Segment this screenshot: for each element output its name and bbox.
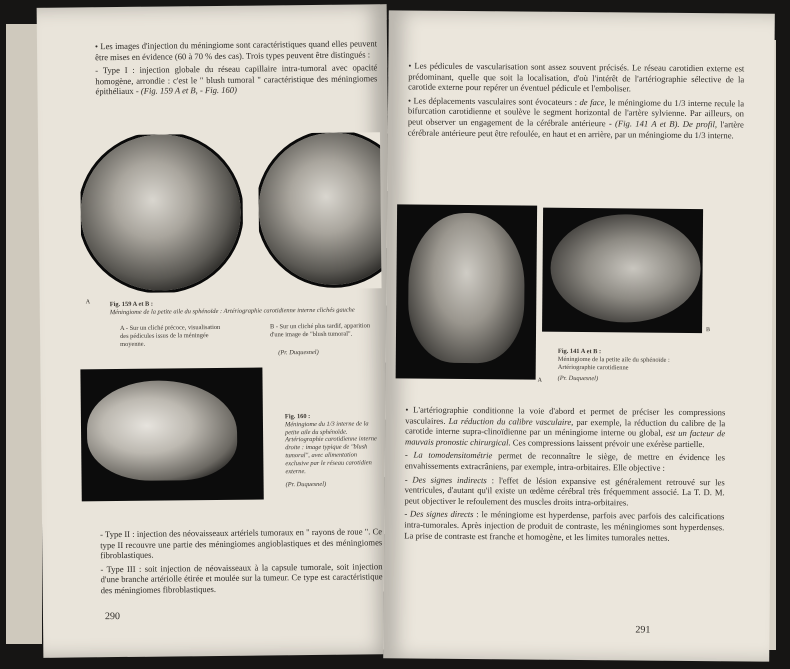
type3-label: - Type III : [100,563,142,574]
fig141-credit: (Pr. Duquesnel) [557,375,599,383]
fig159-caption [110,298,380,316]
type3-text: soit injection de néovaisseaux à la capsule tumorale, soit injection d'une branche artériolle étirée et moulée sur la tumeur. Ce type est caractéristique des méningiomes fibroblastiques. [100,561,383,596]
skull-frontal-image-141a [408,213,525,364]
fig159-title: Fig. 159 A et B : [109,300,154,309]
tdm-label: - La tomodensitométrie [404,449,493,461]
fig159-credit: (Pr. Duquesnel) [278,348,319,357]
fig159-b-text: B - Sur un cliché plus tardif, apparition d'une image de "blush tumoral". [269,322,371,339]
figure-141b [542,208,703,333]
fig141-text: Méningiome de la petite aile du sphénoïde : Artériographie carotidienne [557,355,670,372]
type2-text: injection des néovaisseaux artériels tumoraux en " rayons de roue ". Ce type II recouvre une partie des méningiomes angioblastiques et des méningiomes fibroblastiques. [100,526,383,561]
left-page [37,4,394,658]
fig160-credit: (Pr. Duquesnel) [285,481,327,489]
arterio-italic-2: est un facteur de mauvais pronostic chirurgical. [405,427,726,448]
book-page-edges-left [6,24,42,644]
type2-paragraph [100,526,383,596]
fig141-letter-b: B [706,327,711,334]
type1-ref: (Fig. 159 A et B, - Fig. 160) [138,85,237,97]
figure-160 [80,368,263,502]
pedicules-text: • Les pédicules de vascularisation sont assez souvent précisés. Le réseau carotidien externe est prédominant, quelle que soit la localisation, d'où l'intérêt de l'artériographie sélective de la carotide externe pour repérer un éventuel pédicule et l'emboliser. [408,60,745,94]
indirect-label: - Des signes indirects [404,474,487,485]
fig141-caption [558,348,708,384]
arteriographie-paragraph [404,404,725,543]
fig160-title: Fig. 160 : [284,413,311,421]
arterio-text-2: par exemple, la réduction du calibre de la carotide interne supra-clinoïdienne par un méningiome interne ou global, [405,416,726,438]
direct-label: - Des signes directs [404,508,474,520]
arterio-text-3: Ces compressions laissent prévoir une exérèse partielle. [510,437,705,449]
angiogram-image-159a [80,134,242,292]
deplacements-title: • Les déplacements vasculaires sont évocateurs : [408,95,578,107]
deplacements-face: de face, [576,96,607,108]
fig160-text: Méningiome du 1/3 interne de la petite aile du sphénoïde. Artériographie carotidienne interne droite : image typique de "blush tumoral", avec alimentation exclusive par le réseau carotidien externe. [284,420,377,475]
skull-lateral-image-160 [87,380,238,482]
fig159-subtitle: Méningiome de la petite aile du sphénoïde : Artériographie carotidienne interne clichés gauche [109,306,355,316]
fig160-caption [285,412,382,489]
skull-lateral-image-141b [550,214,701,323]
page-number-left: 290 [104,611,121,623]
figure-141a [396,204,538,379]
tdm-text: permet de reconnaître le siège, de mettre en évidence les envahissements extracrâniens, par exemple, intra-orbitaires. Elle objective : [404,450,726,473]
fig141-letter-a: A [537,377,542,384]
figure-159a [80,134,244,294]
type1-text: injection globale du réseau capillaire intra-tumoral avec opacité homogène, arrondie : c'est le " blush tumoral " caractéristique des méningiomes épithéliaux - [95,62,378,97]
arterio-italic-1: La réduction du calibre vasculaire, [445,415,574,427]
intro-text: • Les images d'injection du méningiome sont caractéristiques quand elles peuvent être mises en évidence (60 à 70 % des cas). Trois types peuvent être distingués : [94,38,378,62]
angiogram-image-159b [258,132,382,285]
deplacements-ref: (Fig. 141 A et B). [611,118,680,129]
fig159-a-text: A - Sur un cliché précoce, visualisation des pédicules issus de la méningée moyenne. [119,323,221,348]
right-page [383,10,775,661]
deplacements-end: l'artère cérébrale antérieure peut être refoulée, en haut et en arrière, par un méningiome du 1/3 interne. [407,119,744,140]
deplacements-profil: De profil, [679,118,718,130]
page-number-right: 291 [635,624,651,636]
figure-159b [258,132,382,289]
pedicules-paragraph [408,61,745,141]
arterio-text: • L'artériographie conditionne la voie d'abord et permet de préciser les compressions vasculaires. [405,404,726,426]
fig141-title: Fig. 141 A et B : [557,347,602,356]
deplacements-text: le méningiome du 1/3 interne recule la bifurcation carotidienne et soulève le segment horizontal de l'artère sylvienne. Par ailleurs, on peut observer un engagement de la cérébrale antérieure - [407,97,745,129]
type1-label: - Type I : [95,65,135,76]
fig159-letter: A [85,299,91,306]
intro-paragraph [95,38,378,97]
direct-text: : le méningiome est hyperdense, parfois avec parfois des calcifications intra-tumorales. Après injection de produit de contraste, les méningiomes sont hyperdenses. La prise de contraste est franche et homogène, et les limites tumorales nettes. [404,509,725,543]
type2-label: - Type II : [100,528,135,540]
indirect-text: : l'effet de lésion expansive est généralement retrouvé sur les ventricules, d'autant qu'il existe un œdème cérébral très fréquemment associé. La T. D. M. peut objectiver le refoulement des muscles droits intra-orbitaires. [404,474,725,508]
